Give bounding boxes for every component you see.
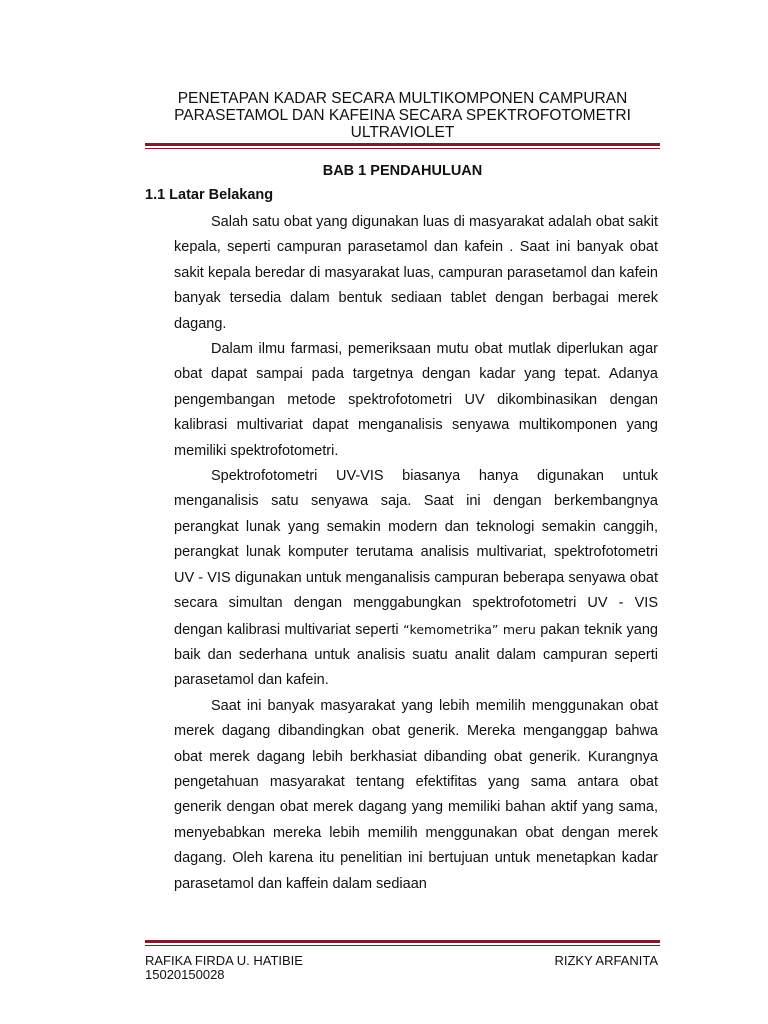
- footer-rule: [145, 940, 660, 946]
- author-id: 15020150028: [145, 967, 225, 982]
- footer-advisor: RIZKY ARFANITA: [554, 953, 658, 968]
- footer-author: [145, 954, 303, 982]
- title-line-3: ULTRAVIOLET: [350, 124, 455, 141]
- paragraph-3-end: pakan teknik yang baik dan sederhana untuk analisis suatu analit dalam campuran seperti parasetamol dan kafein.: [174, 621, 658, 689]
- kemometrika-term: “kemometrika” meru: [403, 621, 536, 637]
- document-title: [145, 90, 660, 141]
- header-rule: [145, 143, 660, 149]
- author-name: RAFIKA FIRDA U. HATIBIE: [145, 953, 303, 968]
- paragraph-1: Salah satu obat yang digunakan luas di masyarakat adalah obat sakit kepala, seperti campuran parasetamol dan kafein . Saat ini banyak obat sakit kepala beredar di masyarakat luas, campuran parasetamol dan kafein banyak tersedia dalam bentuk sediaan tablet dengan berbagai merek dagang.: [174, 214, 658, 332]
- paragraph-4: Saat ini banyak masyarakat yang lebih memilih menggunakan obat merek dagang dibandingkan obat generik. Mereka menganggap bahwa obat merek dagang lebih berkhasiat dibanding obat generik. Kurangnya pengetahuan masyarakat tentang efektifitas yang sama antara obat generik dengan obat merek dagang yang memiliki bahan aktif yang sama, menyebabkan mereka lebih memilih menggunakan obat dengan merek dagang. Oleh karena itu penelitian ini bertujuan untuk menetapkan kadar parasetamol dan kaffein dalam sediaan: [174, 697, 658, 892]
- title-line-2: PARASETAMOL DAN KAFEINA SECARA SPEKTROFOTOMETRI: [174, 107, 631, 124]
- section-heading: 1.1 Latar Belakang: [145, 187, 274, 203]
- paragraph-2: Dalam ilmu farmasi, pemeriksaan mutu obat mutlak diperlukan agar obat dapat sampai pada targetnya dengan kadar yang tepat. Adanya pengembangan metode spektrofotometri UV dikombinasikan dengan kalibrasi multivariat dapat menganalisis senyawa multikomponen yang memiliki spektrofotometri.: [174, 341, 658, 459]
- paragraph-3-start: Spektrofotometri UV-VIS biasanya hanya digunakan untuk menganalisis satu senyawa saja. Saat ini dengan berkembangnya perangkat lunak yang semakin modern dan teknologi semakin canggih, perangkat lunak komputer terutama analisis multivariat, spektrofotometri UV - VIS digunakan untuk menganalisis campuran beberapa senyawa obat secara simultan dengan menggabungkan spektrofotometri UV - VIS dengan kalibrasi multivariat seperti: [174, 468, 658, 638]
- title-line-1: PENETAPAN KADAR SECARA MULTIKOMPONEN CAMPURAN: [177, 90, 628, 107]
- chapter-heading: BAB 1 PENDAHULUAN: [322, 163, 483, 179]
- body-text: [174, 210, 658, 897]
- paragraph-3: [174, 464, 658, 694]
